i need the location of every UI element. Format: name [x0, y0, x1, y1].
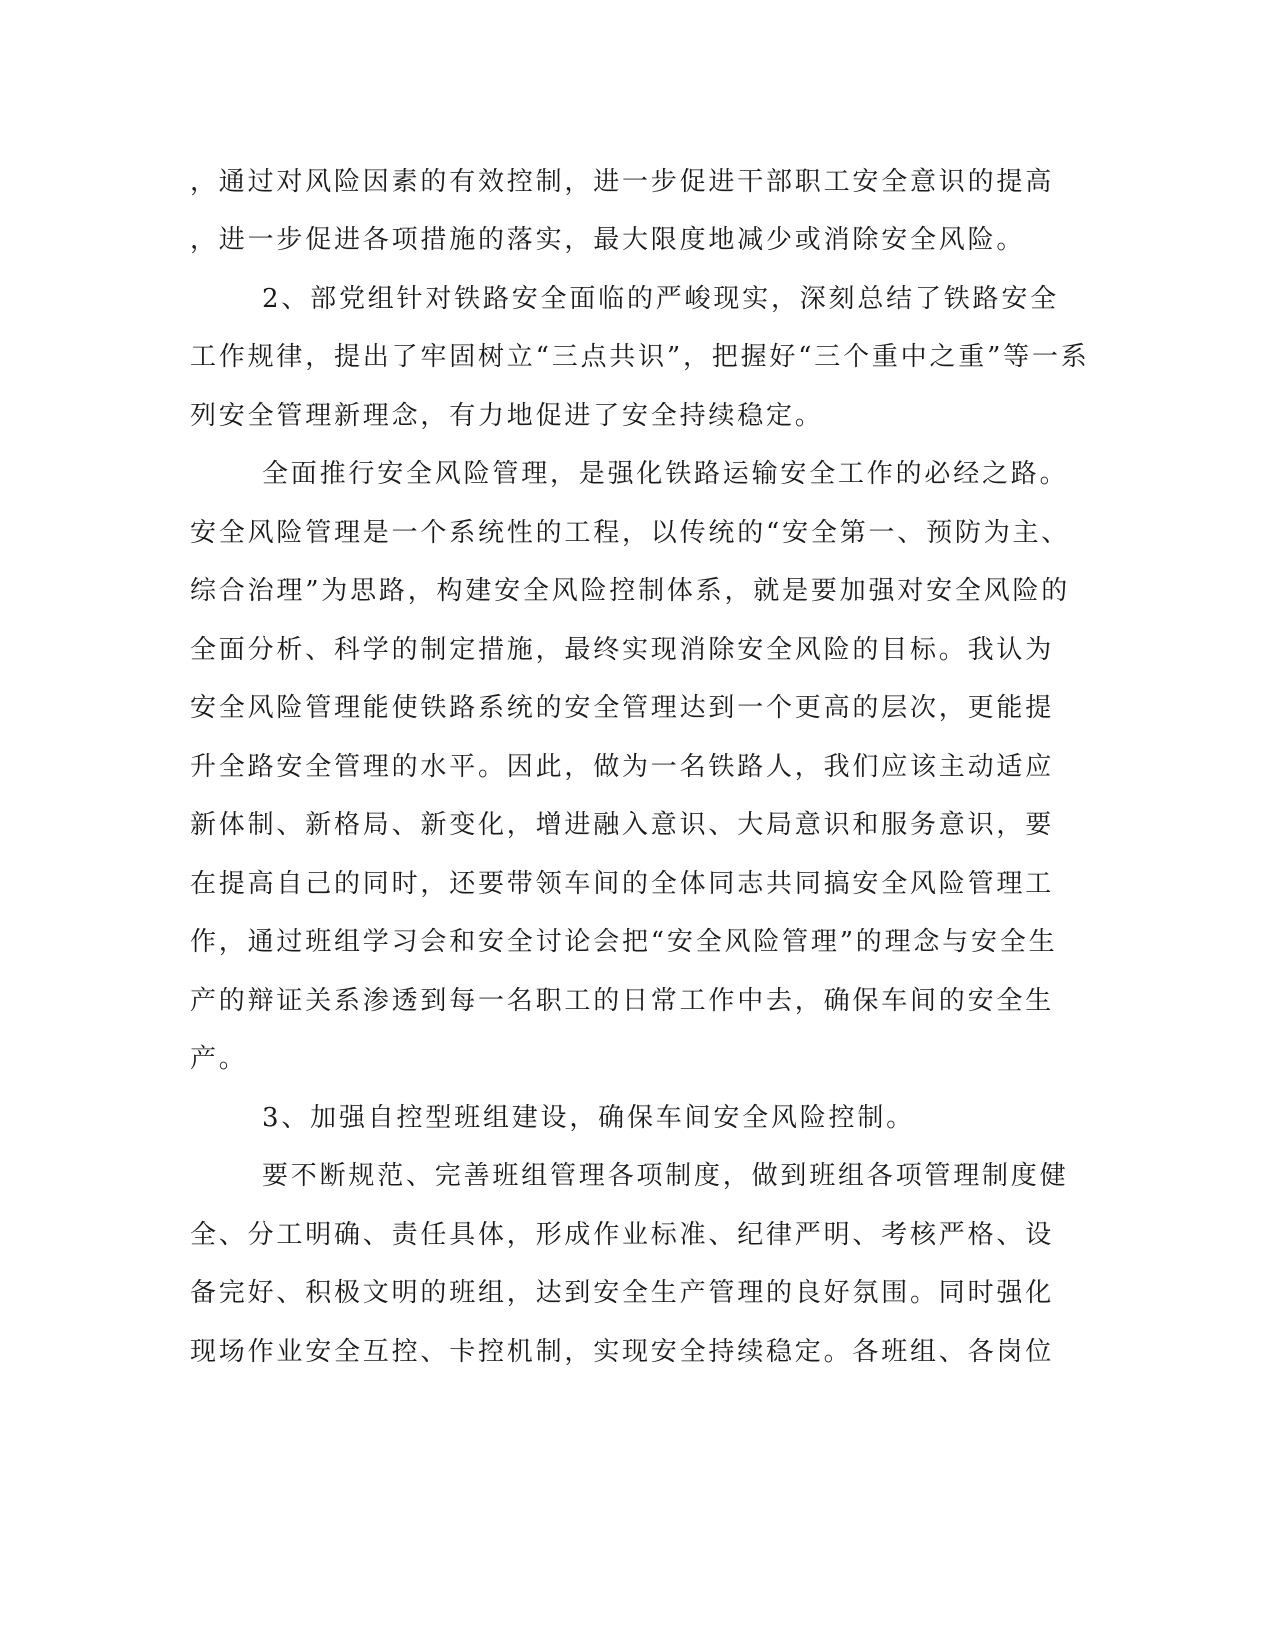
paragraph-heading-2: 2、部党组针对铁路安全面临的严峻现实，深刻总结了铁路安全	[262, 284, 1059, 314]
text-line: 产的辩证关系渗透到每一名职工的日常工作中去，确保车间的安全生	[190, 986, 1055, 1016]
text-line: 备完好、积极文明的班组，达到安全生产管理的良好氛围。同时强化	[190, 1278, 1055, 1308]
paragraph-start: 全面推行安全风险管理，是强化铁路运输安全工作的必经之路。	[262, 459, 1069, 489]
text-line: 新体制、新格局、新变化，增进融入意识、大局意识和服务意识，要	[190, 810, 1055, 840]
text-line: 安全风险管理是一个系统性的工程，以传统的“安全第一、预防为主、	[190, 518, 1071, 548]
text-line: 在提高自己的同时，还要带领车间的全体同志共同搞安全风险管理工	[190, 869, 1055, 899]
text-line: 综合治理”为思路，构建安全风险控制体系，就是要加强对安全风险的	[190, 576, 1071, 606]
text-line: 工作规律，提出了牢固树立“三点共识”，把握好“三个重中之重”等一系	[190, 342, 1090, 372]
text-line: 作，通过班组学习会和安全讨论会把“安全风险管理”的理念与安全生	[190, 927, 1058, 957]
paragraph-start: 要不断规范、完善班组管理各项制度，做到班组各项管理制度健	[262, 1161, 1069, 1191]
text-line: 升全路安全管理的水平。因此，做为一名铁路人，我们应该主动适应	[190, 752, 1055, 782]
text-line: 全面分析、科学的制定措施，最终实现消除安全风险的目标。我认为	[190, 635, 1055, 665]
text-line: 产。	[190, 1044, 248, 1074]
text-line: 全、分工明确、责任具体，形成作业标准、纪律严明、考核严格、设	[190, 1220, 1055, 1250]
paragraph-heading-3: 3、加强自控型班组建设，确保车间安全风险控制。	[262, 1103, 915, 1133]
text-line: ，通过对风险因素的有效控制，进一步促进干部职工安全意识的提高	[190, 167, 1055, 197]
text-line: 现场作业安全互控、卡控机制，实现安全持续稳定。各班组、各岗位	[190, 1337, 1055, 1367]
text-line: ，进一步促进各项措施的落实，最大限度地减少或消除安全风险。	[190, 225, 1026, 255]
text-line: 安全风险管理能使铁路系统的安全管理达到一个更高的层次，更能提	[190, 693, 1055, 723]
text-line: 列安全管理新理念，有力地促进了安全持续稳定。	[190, 401, 824, 431]
